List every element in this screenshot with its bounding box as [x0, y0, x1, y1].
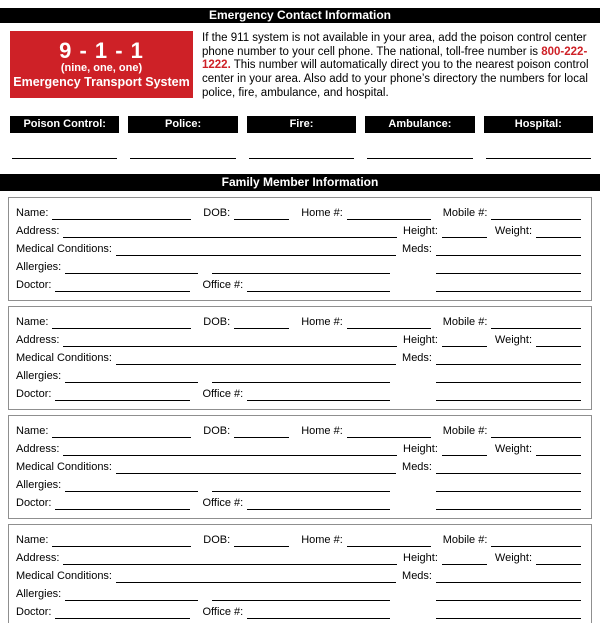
height-fill-line[interactable]: [442, 444, 487, 456]
address-label: Address:: [16, 225, 60, 238]
address-row: [16, 333, 581, 348]
height-label: Height:: [403, 443, 438, 456]
name-row: [16, 206, 581, 221]
allergies-fill-line[interactable]: [65, 371, 198, 383]
mobile-phone-fill-line[interactable]: [491, 317, 581, 329]
allergies-fill-line[interactable]: [65, 589, 198, 601]
address-fill-line[interactable]: [63, 444, 397, 456]
contact-fill-line-fire[interactable]: [249, 158, 354, 159]
height-fill-line[interactable]: [442, 226, 487, 238]
911-badge: [10, 31, 193, 98]
contact-label-ambulance: Ambulance:: [365, 116, 474, 133]
contact-label-poison-control: Poison Control:: [10, 116, 119, 133]
height-label: Height:: [403, 334, 438, 347]
address-row: [16, 442, 581, 457]
medical-conditions-label: Medical Conditions:: [16, 352, 112, 365]
allergies-row: [16, 478, 581, 493]
meds-label: Meds:: [402, 461, 432, 474]
allergies-label: Allergies:: [16, 479, 62, 492]
meds-fill-line-3[interactable]: [436, 498, 581, 510]
medical-conditions-row: [16, 351, 581, 366]
contact-fill-line-hospital[interactable]: [486, 158, 591, 159]
name-label: Name:: [16, 534, 49, 547]
doctor-fill-line[interactable]: [55, 607, 190, 619]
weight-fill-line[interactable]: [536, 226, 581, 238]
name-row: [16, 424, 581, 439]
allergies-row: [16, 587, 581, 602]
911-subtitle: (nine, one, one): [60, 62, 143, 74]
family-member-card: [8, 415, 592, 519]
home-phone-label: Home #:: [301, 207, 343, 220]
contact-label-fire: Fire:: [247, 116, 356, 133]
meds-label: Meds:: [402, 352, 432, 365]
doctor-row: [16, 496, 581, 511]
contact-fill-line-ambulance[interactable]: [367, 158, 472, 159]
meds-fill-line[interactable]: [436, 353, 581, 365]
allergies-fill-line[interactable]: [65, 480, 198, 492]
allergies-label: Allergies:: [16, 588, 62, 601]
allergies-label: Allergies:: [16, 261, 62, 274]
home-phone-fill-line[interactable]: [347, 426, 431, 438]
medical-conditions-row: [16, 242, 581, 257]
office-phone-label: Office #:: [202, 388, 244, 401]
name-fill-line[interactable]: [52, 208, 191, 220]
medical-conditions-label: Medical Conditions:: [16, 570, 112, 583]
mobile-phone-fill-line[interactable]: [491, 208, 581, 220]
dob-label: DOB:: [203, 534, 231, 547]
allergies-fill-line-2[interactable]: [212, 589, 390, 601]
meds-fill-line-3[interactable]: [436, 389, 581, 401]
medical-conditions-fill-line[interactable]: [116, 462, 396, 474]
members-list: [8, 197, 592, 623]
meds-fill-line-3[interactable]: [436, 607, 581, 619]
weight-label: Weight:: [494, 225, 532, 238]
dob-fill-line[interactable]: [234, 535, 289, 547]
doctor-row: [16, 605, 581, 620]
weight-label: Weight:: [494, 443, 532, 456]
doctor-fill-line[interactable]: [55, 280, 190, 292]
name-label: Name:: [16, 207, 49, 220]
page-title: Emergency Contact Information: [208, 8, 392, 22]
height-fill-line[interactable]: [442, 335, 487, 347]
mobile-phone-label: Mobile #:: [442, 534, 488, 547]
poison-control-phone: 800-222-1222.: [202, 45, 588, 72]
doctor-label: Doctor:: [16, 279, 52, 292]
doctor-label: Doctor:: [16, 606, 52, 619]
contact-label-police: Police:: [128, 116, 237, 133]
family-section-bar: [0, 174, 600, 191]
name-row: [16, 315, 581, 330]
contact-column-fire: [247, 116, 356, 159]
home-phone-label: Home #:: [301, 425, 343, 438]
office-phone-label: Office #:: [202, 497, 244, 510]
dob-label: DOB:: [203, 316, 231, 329]
office-phone-label: Office #:: [202, 606, 244, 619]
meds-fill-line-2[interactable]: [436, 262, 581, 274]
doctor-label: Doctor:: [16, 388, 52, 401]
intro-paragraph: [202, 31, 596, 101]
meds-label: Meds:: [402, 570, 432, 583]
allergies-row: [16, 369, 581, 384]
medical-conditions-row: [16, 460, 581, 475]
name-row: [16, 533, 581, 548]
family-member-card: [8, 306, 592, 410]
medical-conditions-fill-line[interactable]: [116, 244, 396, 256]
family-section-title: Family Member Information: [221, 174, 379, 189]
mobile-phone-fill-line[interactable]: [491, 535, 581, 547]
doctor-label: Doctor:: [16, 497, 52, 510]
dob-label: DOB:: [203, 425, 231, 438]
home-phone-fill-line[interactable]: [347, 535, 431, 547]
office-phone-fill-line[interactable]: [247, 389, 390, 401]
doctor-row: [16, 387, 581, 402]
address-label: Address:: [16, 334, 60, 347]
mobile-phone-label: Mobile #:: [442, 425, 488, 438]
contact-column-police: [128, 116, 237, 159]
home-phone-fill-line[interactable]: [347, 208, 431, 220]
home-phone-label: Home #:: [301, 534, 343, 547]
911-number: 9 - 1 - 1: [59, 38, 144, 63]
name-label: Name:: [16, 316, 49, 329]
meds-fill-line[interactable]: [436, 462, 581, 474]
allergies-fill-line-2[interactable]: [212, 480, 390, 492]
dob-fill-line[interactable]: [234, 208, 289, 220]
allergies-fill-line[interactable]: [65, 262, 198, 274]
meds-fill-line-2[interactable]: [436, 371, 581, 383]
weight-fill-line[interactable]: [536, 553, 581, 565]
medical-conditions-fill-line[interactable]: [116, 571, 396, 583]
contact-fill-line-police[interactable]: [130, 158, 235, 159]
meds-fill-line-3[interactable]: [436, 280, 581, 292]
allergies-label: Allergies:: [16, 370, 62, 383]
mobile-phone-fill-line[interactable]: [491, 426, 581, 438]
medical-conditions-label: Medical Conditions:: [16, 243, 112, 256]
meds-fill-line-2[interactable]: [436, 589, 581, 601]
intro-text-after: This number will automatically direct you to the nearest poison control center in your area. Also add to your phone’s directory the numbers for local police, fire, ambulance, and hospital.: [202, 59, 589, 99]
weight-label: Weight:: [494, 334, 532, 347]
dob-fill-line[interactable]: [234, 426, 289, 438]
address-row: [16, 551, 581, 566]
contacts-row: [10, 116, 593, 159]
address-fill-line[interactable]: [63, 226, 397, 238]
name-fill-line[interactable]: [52, 535, 191, 547]
911-caption: Emergency Transport System: [13, 75, 190, 89]
doctor-fill-line[interactable]: [55, 389, 190, 401]
home-phone-label: Home #:: [301, 316, 343, 329]
mobile-phone-label: Mobile #:: [442, 316, 488, 329]
contact-fill-line-poison-control[interactable]: [12, 158, 117, 159]
weight-fill-line[interactable]: [536, 444, 581, 456]
dob-label: DOB:: [203, 207, 231, 220]
medical-conditions-fill-line[interactable]: [116, 353, 396, 365]
allergies-fill-line-2[interactable]: [212, 262, 390, 274]
allergies-row: [16, 260, 581, 275]
address-label: Address:: [16, 552, 60, 565]
height-label: Height:: [403, 225, 438, 238]
meds-fill-line[interactable]: [436, 244, 581, 256]
address-fill-line[interactable]: [63, 335, 397, 347]
height-fill-line[interactable]: [442, 553, 487, 565]
medical-conditions-row: [16, 569, 581, 584]
dob-fill-line[interactable]: [234, 317, 289, 329]
doctor-fill-line[interactable]: [55, 498, 190, 510]
medical-conditions-label: Medical Conditions:: [16, 461, 112, 474]
address-row: [16, 224, 581, 239]
weight-fill-line[interactable]: [536, 335, 581, 347]
office-phone-label: Office #:: [202, 279, 244, 292]
emergency-header-bar: [0, 8, 600, 23]
contact-column-ambulance: [365, 116, 474, 159]
name-fill-line[interactable]: [52, 426, 191, 438]
address-fill-line[interactable]: [63, 553, 397, 565]
height-label: Height:: [403, 552, 438, 565]
meds-fill-line-2[interactable]: [436, 480, 581, 492]
doctor-row: [16, 278, 581, 293]
contact-column-hospital: [484, 116, 593, 159]
home-phone-fill-line[interactable]: [347, 317, 431, 329]
contact-column-poison-control: [10, 116, 119, 159]
intro-text-before: If the 911 system is not available in your area, add the poison control center phone number to your cell phone. The national, toll-free number is: [202, 32, 587, 58]
meds-fill-line[interactable]: [436, 571, 581, 583]
family-member-card: [8, 524, 592, 623]
name-fill-line[interactable]: [52, 317, 191, 329]
address-label: Address:: [16, 443, 60, 456]
office-phone-fill-line[interactable]: [247, 498, 390, 510]
office-phone-fill-line[interactable]: [247, 607, 390, 619]
allergies-fill-line-2[interactable]: [212, 371, 390, 383]
name-label: Name:: [16, 425, 49, 438]
mobile-phone-label: Mobile #:: [442, 207, 488, 220]
family-member-card: [8, 197, 592, 301]
weight-label: Weight:: [494, 552, 532, 565]
intro-section: [10, 31, 596, 101]
meds-label: Meds:: [402, 243, 432, 256]
office-phone-fill-line[interactable]: [247, 280, 390, 292]
contact-label-hospital: Hospital:: [484, 116, 593, 133]
